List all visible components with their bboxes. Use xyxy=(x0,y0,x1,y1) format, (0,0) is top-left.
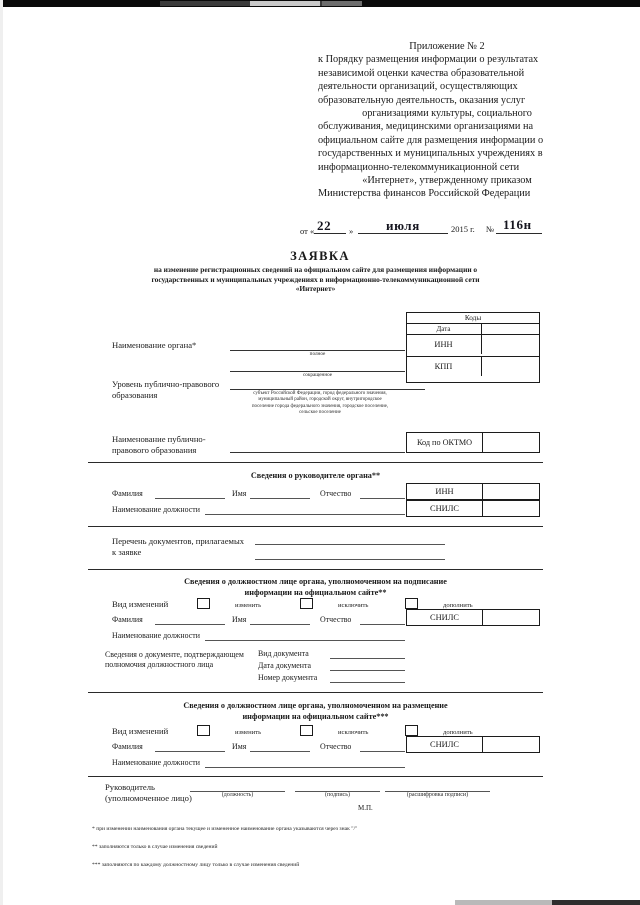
publisher-firstname-rule xyxy=(250,751,310,752)
signer-firstname-input[interactable] xyxy=(250,614,310,624)
codes-table-header: Коды xyxy=(464,313,482,322)
ppo-level-input[interactable] xyxy=(230,378,425,389)
subtitle-line-0: на изменение регистрационных сведений на официальном сайте для размещения информации о xyxy=(153,265,478,274)
publisher-surname-label: Фамилия xyxy=(112,742,143,751)
codes-row-kpp xyxy=(406,356,540,376)
head-patronymic-rule xyxy=(360,498,405,499)
signer-checkbox-dopolnit[interactable] xyxy=(405,598,418,609)
codes-row-inn-value[interactable] xyxy=(482,335,540,354)
documents-rule-2 xyxy=(255,559,445,560)
signature-position-input[interactable] xyxy=(190,781,285,791)
head-snils-box xyxy=(406,500,540,517)
publisher-position-input[interactable] xyxy=(205,757,405,767)
ppo-level-rule xyxy=(230,389,425,390)
ppo-level-hint-1: муниципальный район, городской округ, внутригородское xyxy=(258,397,382,403)
scan-artifact-top-c xyxy=(250,1,320,6)
org-name-full-caption: полное xyxy=(309,351,326,357)
head-patronymic-label: Отчество xyxy=(320,489,352,498)
signer-firstname-label: Имя xyxy=(232,615,247,624)
head-firstname-rule xyxy=(250,498,310,499)
oktmo-box xyxy=(406,432,540,453)
codes-row-inn-label: ИНН xyxy=(434,340,453,349)
publisher-checkbox-dopolnit[interactable] xyxy=(405,725,418,736)
ppo-name-label-line2: правового образования xyxy=(112,445,197,455)
signature-sign-input[interactable] xyxy=(295,781,380,791)
codes-row-date-value[interactable] xyxy=(482,324,540,334)
date-number-label: № xyxy=(486,224,495,234)
head-surname-rule xyxy=(155,498,225,499)
oktmo-value[interactable] xyxy=(483,433,541,452)
publisher-surname-rule xyxy=(155,751,225,752)
head-firstname-label: Имя xyxy=(232,489,247,498)
signer-option-izmenit: изменить xyxy=(235,602,262,609)
scan-artifact-top-d xyxy=(322,1,362,6)
documents-rule-1 xyxy=(255,544,445,545)
ppo-level-label-line2: образования xyxy=(112,390,158,400)
signer-doc-number-input[interactable] xyxy=(330,672,405,682)
head-surname-label: Фамилия xyxy=(112,489,143,498)
codes-row-date-label: Дата xyxy=(436,325,451,333)
signer-doc-number-rule xyxy=(330,682,405,683)
signer-snils-box xyxy=(406,609,540,626)
signer-firstname-rule xyxy=(250,624,310,625)
signature-sign-caption: (подпись) xyxy=(325,792,350,798)
appendix-line-0: Приложение № 2 xyxy=(409,41,485,52)
date-prefix: от « xyxy=(300,226,315,236)
codes-row-inn-label-cell xyxy=(406,335,482,354)
head-snils-label: СНИЛС xyxy=(430,504,459,513)
publisher-section-title xyxy=(88,700,543,722)
appendix-line-6: обслуживания, медицинскими организациями на xyxy=(318,121,534,133)
codes-row-kpp-label: КПП xyxy=(434,362,453,371)
scan-artifact-left-edge xyxy=(0,0,3,905)
appendix-line-5: организациями культуры, социального xyxy=(362,108,532,120)
head-position-label: Наименование должности xyxy=(112,505,200,514)
head-inn-value[interactable] xyxy=(483,484,541,499)
appendix-header xyxy=(318,40,576,201)
publisher-option-dopolnit: дополнить xyxy=(443,729,473,736)
signer-change-type-label: Вид изменений xyxy=(112,599,169,609)
signer-doc-number-label: Номер документа xyxy=(258,673,318,682)
date-quote-close: » xyxy=(349,226,354,236)
signer-doc-type-input[interactable] xyxy=(330,648,405,658)
ppo-level-hint-2: поселение города федерального значения, городское поселение, xyxy=(251,403,389,409)
publisher-patronymic-input[interactable] xyxy=(360,741,405,751)
codes-row-kpp-label-cell xyxy=(406,357,482,376)
appendix-line-8: государственных и муниципальных учреждениях в xyxy=(318,148,543,160)
appendix-line-4: образовательную деятельность, оказания услуг xyxy=(318,94,526,106)
publisher-surname-input[interactable] xyxy=(155,741,225,751)
signature-role-line1: Руководитель xyxy=(105,782,155,792)
stamp-placeholder: М.П. xyxy=(358,804,373,812)
codes-row-date xyxy=(406,323,540,334)
codes-table xyxy=(406,312,540,383)
signer-doc-type-label: Вид документа xyxy=(258,649,309,658)
publisher-checkbox-izmenit[interactable] xyxy=(197,725,210,736)
signer-section-title-line1: Сведения о должностном лице органа, уполномоченном на подписание xyxy=(184,577,447,586)
signer-patronymic-rule xyxy=(360,624,405,625)
head-snils-value[interactable] xyxy=(483,501,541,516)
date-day-rule xyxy=(314,233,346,234)
head-firstname-input[interactable] xyxy=(250,488,310,498)
codes-row-date-label-cell xyxy=(406,324,482,334)
signer-position-input[interactable] xyxy=(205,630,405,640)
publisher-checkbox-isklyuchit[interactable] xyxy=(300,725,313,736)
head-section-title: Сведения о руководителе органа** xyxy=(250,471,381,480)
signature-name-input[interactable] xyxy=(385,781,490,791)
signature-position-caption: (должность) xyxy=(221,792,254,798)
subtitle-line-1: государственных и муниципальных учреждениях в информационно-телекоммуникационной сети xyxy=(151,274,480,284)
signer-patronymic-label: Отчество xyxy=(320,615,352,624)
signer-doc-date-label: Дата документа xyxy=(258,661,311,670)
signer-position-label: Наименование должности xyxy=(112,631,200,640)
signature-name-caption: (расшифровка подписи) xyxy=(406,792,469,798)
page-title: ЗАЯВКА xyxy=(290,249,350,263)
divider-5 xyxy=(88,776,543,777)
ppo-name-label-line1: Наименование публично- xyxy=(112,434,206,444)
divider-4 xyxy=(88,692,543,693)
signer-authority-label-line2: полномочия должностного лица xyxy=(105,660,214,669)
order-date-line xyxy=(300,219,570,239)
date-month-rule xyxy=(358,233,448,234)
signer-option-dopolnit: дополнить xyxy=(443,602,473,609)
signer-doc-date-input[interactable] xyxy=(330,660,405,670)
publisher-position-rule xyxy=(205,767,405,768)
codes-row-inn xyxy=(406,334,540,354)
appendix-line-11: Министерства финансов Российской Федерации xyxy=(318,188,531,200)
signer-snils-label: СНИЛС xyxy=(430,613,459,622)
ppo-name-input[interactable] xyxy=(230,441,405,452)
divider-2 xyxy=(88,526,543,527)
publisher-option-izmenit: изменить xyxy=(235,729,262,736)
ppo-name-rule xyxy=(230,452,405,453)
signer-position-rule xyxy=(205,640,405,641)
date-number-value[interactable]: 116н xyxy=(503,217,532,232)
codes-row-kpp-value[interactable] xyxy=(482,357,540,376)
org-name-label: Наименование органа* xyxy=(112,340,197,350)
publisher-firstname-input[interactable] xyxy=(250,741,310,751)
publisher-section-title-line1: Сведения о должностном лице органа, уполномоченном на размещение xyxy=(183,701,448,710)
publisher-firstname-label: Имя xyxy=(232,742,247,751)
date-month-value[interactable]: июля xyxy=(386,218,420,233)
head-position-rule xyxy=(205,514,405,515)
signer-authority-label-line1: Сведения о документе, подтверждающем xyxy=(105,650,244,659)
ppo-level-hint-0: субъект Российской Федерации, город федерального значения, xyxy=(253,391,387,396)
scan-artifact-bottom-b xyxy=(552,900,640,905)
signer-checkbox-isklyuchit[interactable] xyxy=(300,598,313,609)
signer-patronymic-input[interactable] xyxy=(360,614,405,624)
head-inn-label: ИНН xyxy=(435,487,454,496)
signer-checkbox-izmenit[interactable] xyxy=(197,598,210,609)
head-inn-box xyxy=(406,483,540,500)
head-position-input[interactable] xyxy=(205,504,405,514)
date-day-value[interactable]: 22 xyxy=(317,218,332,233)
date-number-rule xyxy=(496,233,542,234)
publisher-snils-label: СНИЛС xyxy=(430,740,459,749)
subtitle-line-2: «Интернет» xyxy=(295,284,336,294)
signer-surname-input[interactable] xyxy=(155,614,225,624)
signer-doc-date-rule xyxy=(330,670,405,671)
org-name-short-caption: сокращенное xyxy=(302,372,333,378)
page-subtitle xyxy=(88,265,543,294)
publisher-patronymic-label: Отчество xyxy=(320,742,352,751)
ppo-level-hint xyxy=(215,391,425,417)
documents-label-line2: к заявке xyxy=(112,547,142,557)
documents-input-2[interactable] xyxy=(255,549,445,559)
signer-section-title xyxy=(88,576,543,598)
signer-doc-type-rule xyxy=(330,658,405,659)
date-year: 2015 г. xyxy=(451,224,475,234)
ppo-level-hint-3: сельское поселение xyxy=(299,410,341,416)
appendix-line-2: независимой оценки качества образовательной xyxy=(318,67,525,79)
publisher-section-title-line2: информации на официальном сайте*** xyxy=(242,712,389,721)
org-name-full-input[interactable] xyxy=(230,338,405,350)
divider-1 xyxy=(88,462,543,463)
publisher-snils-box xyxy=(406,736,540,753)
appendix-line-7: официальном сайте для размещения информации о xyxy=(318,134,544,146)
head-patronymic-input[interactable] xyxy=(360,488,405,498)
publisher-change-type-label: Вид изменений xyxy=(112,726,169,736)
oktmo-label: Код по ОКТМО xyxy=(416,438,473,447)
documents-input-1[interactable] xyxy=(255,534,445,544)
publisher-position-label: Наименование должности xyxy=(112,758,200,767)
footnote-1: * при изменении наименования органа текущее и измененное наименование органа указываются через знак "/" xyxy=(92,826,358,832)
footnote-2: ** заполняются только в случае изменения сведений xyxy=(92,844,218,850)
signer-option-isklyuchit: исключить xyxy=(338,602,369,609)
documents-label-line1: Перечень документов, прилагаемых xyxy=(112,536,245,546)
head-surname-input[interactable] xyxy=(155,488,225,498)
appendix-line-1: к Порядку размещения информации о результатах xyxy=(318,54,539,66)
publisher-snils-value[interactable] xyxy=(483,737,541,752)
footnote-3: *** заполняются по каждому должностному лицу только в случае изменения сведений xyxy=(92,862,300,868)
publisher-option-isklyuchit: исключить xyxy=(338,729,369,736)
signer-surname-label: Фамилия xyxy=(112,615,143,624)
divider-3 xyxy=(88,569,543,570)
signer-section-title-line2: информации на официальном сайте** xyxy=(244,588,387,597)
appendix-line-3: деятельности организаций, осуществляющих xyxy=(318,81,518,93)
appendix-line-9: информационно-телекоммуникационной сети xyxy=(318,161,520,173)
signer-surname-rule xyxy=(155,624,225,625)
ppo-level-label-line1: Уровень публично-правового xyxy=(112,379,220,389)
appendix-line-10: «Интернет», утвержденному приказом xyxy=(362,175,532,187)
signature-role-line2: (уполномоченное лицо) xyxy=(105,793,192,803)
signer-snils-value[interactable] xyxy=(483,610,541,625)
publisher-patronymic-rule xyxy=(360,751,405,752)
